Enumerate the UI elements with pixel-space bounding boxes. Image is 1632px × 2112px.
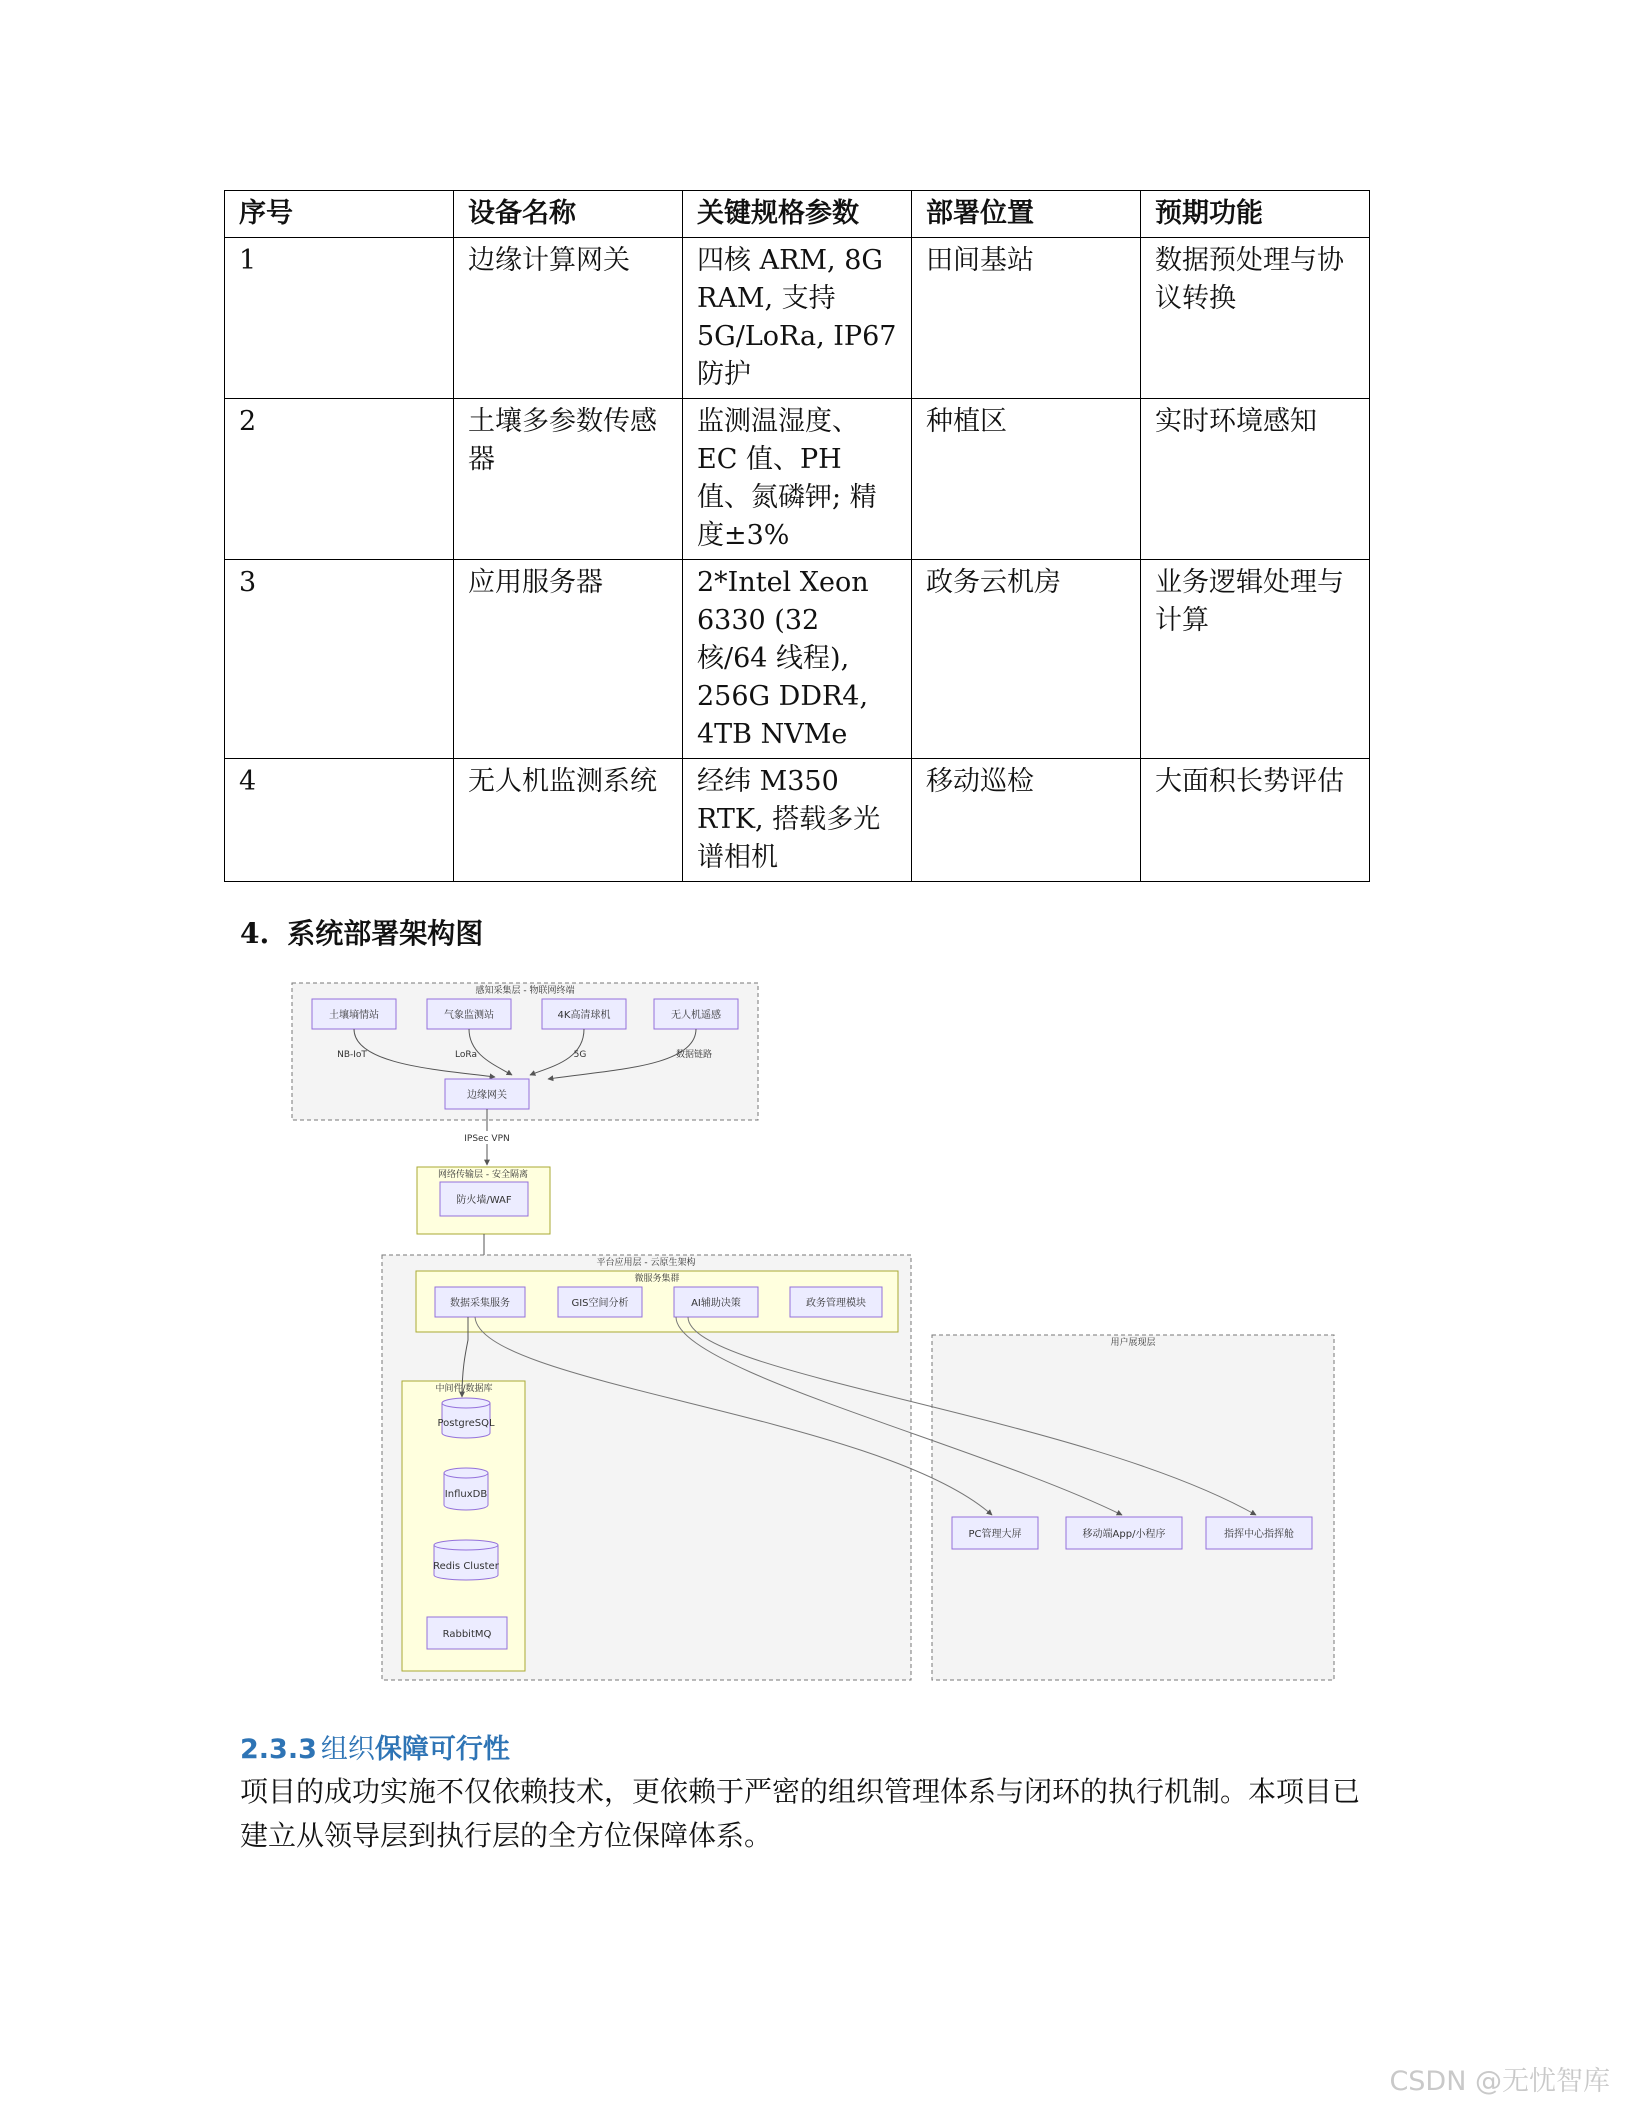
cell-location: 政务云机房: [912, 560, 1141, 759]
perception-node-label: 4K高清球机: [557, 1010, 611, 1021]
network-layer-title: 网络传输层 - 安全隔离: [438, 1170, 528, 1180]
header-function: 预期功能: [1141, 191, 1370, 238]
micro-cluster-title: 微服务集群: [634, 1274, 680, 1284]
cell-function: 大面积长势评估: [1141, 759, 1370, 882]
network-layer: [417, 1167, 550, 1234]
cell-spec: 四核 ARM, 8G RAM, 支持 5G/LoRa, IP67 防护: [683, 238, 912, 399]
table-header-row: [225, 191, 1370, 238]
cell-location: 移动巡检: [912, 759, 1141, 882]
cell-location: 田间基站: [912, 238, 1141, 399]
perception-layer-title: 感知采集层 - 物联网终端: [475, 986, 575, 996]
cell-spec: 经纬 M350 RTK, 搭载多光谱相机: [683, 759, 912, 882]
link-label: 5G: [573, 1050, 587, 1060]
cell-location: 种植区: [912, 399, 1141, 560]
section-title: 系统部署架构图: [287, 917, 484, 950]
service-label: GIS空间分析: [571, 1298, 629, 1309]
link-label: NB-IoT: [337, 1050, 367, 1060]
vpn-label: IPSec VPN: [464, 1134, 510, 1144]
cell-no: 4: [225, 759, 454, 882]
database-label: PostgreSQL: [437, 1418, 495, 1429]
header-location: 部署位置: [912, 191, 1141, 238]
header-no: 序号: [225, 191, 454, 238]
database-cylinder: [437, 1398, 495, 1438]
user-layer: [932, 1335, 1334, 1680]
architecture-diagram: [280, 975, 1360, 1695]
cell-function: 实时环境感知: [1141, 399, 1370, 560]
service-node: [674, 1287, 758, 1317]
user-node-label: 移动端App/小程序: [1082, 1529, 1166, 1540]
header-spec: 关键规格参数: [683, 191, 912, 238]
database-label: Redis Cluster: [433, 1561, 499, 1572]
database-cylinder: [444, 1468, 488, 1510]
user-layer-title: 用户展现层: [1110, 1338, 1156, 1348]
cell-no: 3: [225, 560, 454, 759]
cell-no: 2: [225, 399, 454, 560]
section-number: 4.: [240, 917, 270, 950]
database-cylinder: [433, 1540, 500, 1580]
link-label: LoRa: [455, 1050, 477, 1060]
mq-node: [427, 1617, 507, 1649]
perception-node: [542, 999, 626, 1029]
user-node: [952, 1517, 1038, 1549]
subsection-title-plain: 组织: [320, 1734, 375, 1765]
cell-spec: 监测温湿度、EC 值、PH 值、氮磷钾; 精度±3%: [683, 399, 912, 560]
platform-layer-title: 平台应用层 - 云原生架构: [596, 1258, 696, 1268]
table-row: [225, 238, 1370, 399]
perception-node-label: 无人机遥感: [671, 1010, 721, 1021]
cell-name: 应用服务器: [454, 560, 683, 759]
subsection-title-bold: 保障可行性: [374, 1734, 510, 1765]
equipment-table: [224, 190, 1370, 882]
service-node: [435, 1287, 525, 1317]
firewall-label: 防火墙/WAF: [456, 1195, 512, 1206]
cell-no: 1: [225, 238, 454, 399]
service-node: [790, 1287, 882, 1317]
perception-node: [427, 999, 511, 1029]
user-node-label: PC管理大屏: [968, 1529, 1022, 1540]
watermark: CSDN @无忧智库: [1389, 2066, 1610, 2097]
perception-layer: [292, 983, 758, 1120]
table-row: [225, 399, 1370, 560]
body-paragraph: 项目的成功实施不仅依赖技术，更依赖于严密的组织管理体系与闭环的执行机制。本项目已建立从领导层到执行层的全方位保障体系。: [240, 1775, 1361, 1852]
user-node: [1066, 1517, 1182, 1549]
perception-node: [312, 999, 396, 1029]
edge-gateway-label: 边缘网关: [467, 1090, 507, 1101]
database-label: InfluxDB: [444, 1489, 488, 1500]
perception-node-label: 土壤墒情站: [329, 1010, 379, 1021]
cell-name: 边缘计算网关: [454, 238, 683, 399]
mq-label: RabbitMQ: [442, 1629, 492, 1640]
subsection-title: [240, 1727, 510, 1766]
cell-function: 数据预处理与协议转换: [1141, 238, 1370, 399]
cell-function: 业务逻辑处理与计算: [1141, 560, 1370, 759]
link-label: 数据链路: [675, 1050, 713, 1060]
cell-name: 无人机监测系统: [454, 759, 683, 882]
edge-gateway-node: [445, 1079, 529, 1109]
subsection-number: 2.3.3: [240, 1734, 317, 1765]
table-row: [225, 560, 1370, 759]
perception-node: [654, 999, 738, 1029]
middleware-title: 中间件/数据库: [435, 1384, 493, 1394]
platform-layer: [382, 1255, 911, 1680]
cell-name: 土壤多参数传感器: [454, 399, 683, 560]
service-label: AI辅助决策: [691, 1298, 741, 1309]
perception-node-label: 气象监测站: [444, 1010, 494, 1021]
user-node: [1206, 1517, 1312, 1549]
service-label: 数据采集服务: [450, 1298, 510, 1309]
service-label: 政务管理模块: [806, 1298, 866, 1309]
user-node-label: 指挥中心指挥舱: [1224, 1529, 1294, 1540]
cell-spec: 2*Intel Xeon 6330 (32 核/64 线程), 256G DDR4, 4TB NVMe: [683, 560, 912, 759]
section-heading: [240, 912, 483, 952]
header-name: 设备名称: [454, 191, 683, 238]
service-node: [558, 1287, 642, 1317]
table-row: [225, 759, 1370, 882]
